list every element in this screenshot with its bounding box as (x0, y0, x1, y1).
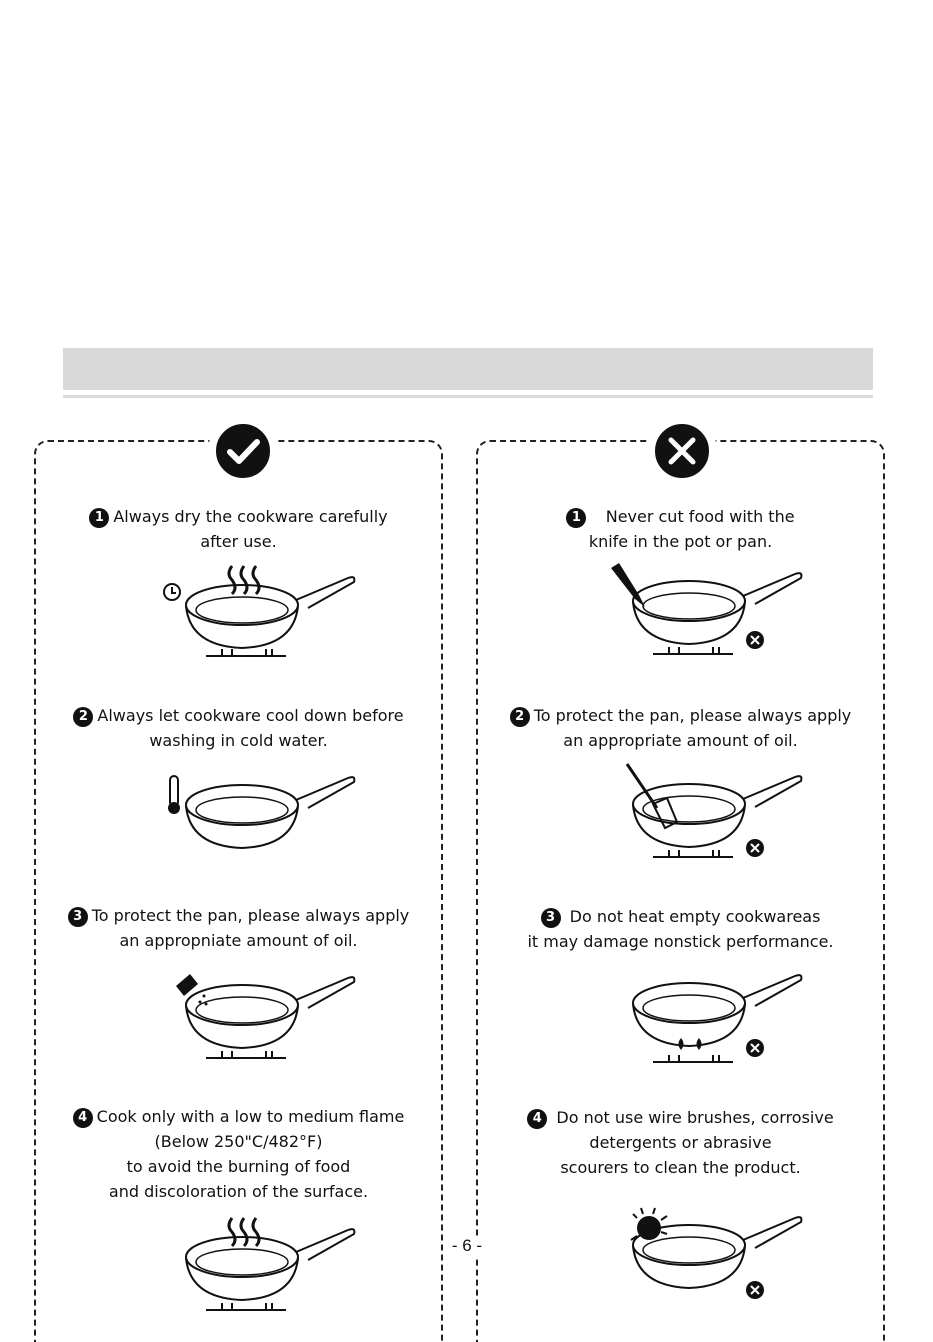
number-badge: 4 (73, 1108, 93, 1128)
do-tip-4 (36, 1104, 441, 1204)
tip-text: an appropniate amount of oil. (119, 931, 358, 950)
tip-text: Always dry the cookware carefully (113, 507, 388, 526)
tip-text: and discoloration of the surface. (108, 1182, 369, 1201)
tip-text: an appropriate amount of oil. (563, 731, 798, 750)
dont-tip-1 (478, 504, 883, 554)
pan-drying-illustration (156, 564, 366, 669)
do-tip-3 (36, 903, 441, 953)
tip-text: Cook only with a low to medium flame (96, 1107, 405, 1126)
dont-tip-2 (478, 703, 883, 753)
do-tip-2 (36, 703, 441, 753)
tip-text: after use. (200, 532, 277, 551)
pan-wire-brush-illustration (603, 1204, 813, 1314)
pan-spatula-illustration (603, 758, 813, 868)
do-tip-1 (36, 504, 441, 554)
number-badge: 3 (68, 907, 88, 927)
pan-empty-heat-illustration (603, 962, 813, 1072)
checkmark-icon (208, 416, 278, 486)
cross-icon (647, 416, 717, 486)
tip-text: Never cut food with the (605, 507, 795, 526)
tip-text: detergents or abrasive (589, 1133, 772, 1152)
pan-flame-illustration (156, 1216, 366, 1321)
tip-text: To protect the pan, please always apply (91, 906, 410, 925)
dont-panel (476, 440, 885, 1342)
section-header-bar (63, 348, 873, 390)
number-badge: 2 (73, 707, 93, 727)
number-badge: 4 (527, 1109, 547, 1129)
number-badge: 2 (510, 707, 530, 727)
tip-text: Do not heat empty cookwareas (569, 907, 821, 926)
tip-text: washing in cold water. (149, 731, 328, 750)
tip-text: scourers to clean the product. (560, 1158, 801, 1177)
tip-text: Always let cookware cool down before (97, 706, 404, 725)
dont-tip-3 (478, 904, 883, 954)
tip-text: knife in the pot or pan. (588, 532, 773, 551)
pan-knife-illustration (603, 560, 813, 665)
tip-text: (Below 250"C/482°F) (154, 1132, 323, 1151)
tip-text: Do not use wire brushes, corrosive (556, 1108, 834, 1127)
tip-text: it may damage nonstick performance. (527, 932, 834, 951)
section-header-rule (63, 395, 873, 398)
do-panel (34, 440, 443, 1342)
tip-text: To protect the pan, please always apply (533, 706, 852, 725)
number-badge: 1 (89, 508, 109, 528)
pan-oil-illustration (156, 964, 366, 1069)
tip-text: to avoid the burning of food (126, 1157, 351, 1176)
number-badge: 1 (566, 508, 586, 528)
dont-tip-4 (478, 1105, 883, 1180)
page-number: - 6 - (448, 1236, 486, 1256)
pan-cooling-illustration (156, 764, 366, 864)
number-badge: 3 (541, 908, 561, 928)
